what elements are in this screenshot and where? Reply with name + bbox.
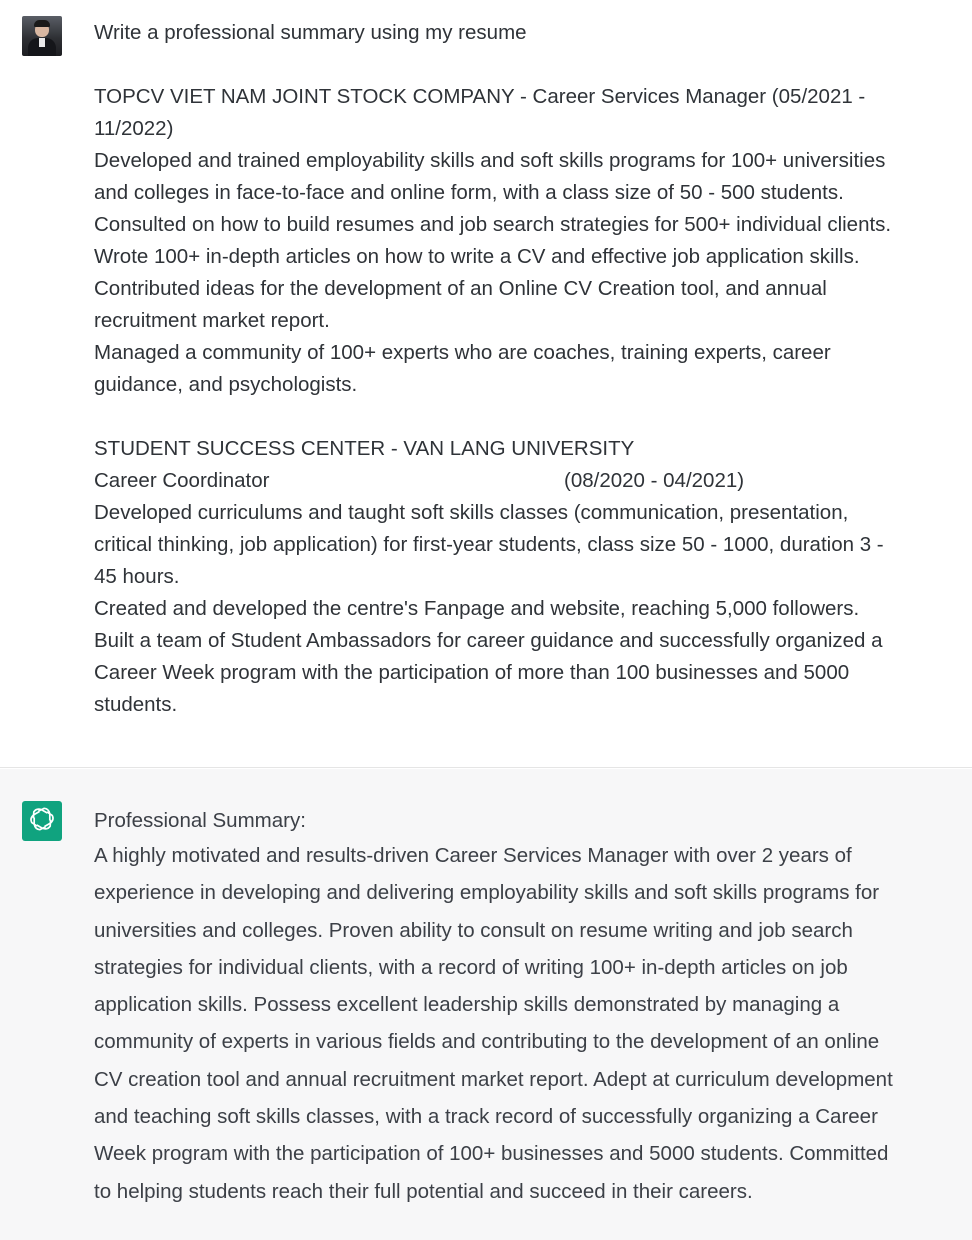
prompt-text: Write a professional summary using my resume	[94, 21, 527, 44]
job2-role-row	[94, 465, 954, 497]
job1-heading-cont: 11/2022)	[94, 117, 174, 140]
summary-line: application skills. Possess excellent leadership skills demonstrated by managing a	[94, 993, 840, 1017]
summary-title: Professional Summary:	[94, 809, 306, 832]
summary-line: community of experts in various fields and contributing to the development of an online	[94, 1030, 880, 1054]
job1-line: guidance, and psychologists.	[94, 373, 358, 396]
openai-logo-icon	[29, 806, 55, 837]
job1-line: recruitment market report.	[94, 309, 330, 332]
summary-line: Week program with the participation of 100+ businesses and 5000 students. Committed	[94, 1142, 889, 1166]
job2-dates: (08/2020 - 04/2021)	[564, 469, 745, 492]
assistant-message-text	[94, 805, 964, 1210]
job2-line: critical thinking, job application) for first-year students, class size 50 - 1000, duration 3 -	[94, 533, 884, 556]
job2-line: Created and developed the centre's Fanpage and website, reaching 5,000 followers.	[94, 597, 860, 620]
job1-heading: TOPCV VIET NAM JOINT STOCK COMPANY - Career Services Manager (05/2021 -	[94, 85, 866, 108]
job1-line: Contributed ideas for the development of an Online CV Creation tool, and annual	[94, 277, 827, 300]
summary-line: universities and colleges. Proven ability to consult on resume writing and job search	[94, 918, 853, 942]
job1-line: Consulted on how to build resumes and job search strategies for 500+ individual clients.	[94, 213, 892, 236]
summary-line: experience in developing and delivering employability skills and soft skills programs for	[94, 881, 880, 905]
summary-line: A highly motivated and results-driven Career Services Manager with over 2 years of	[94, 844, 852, 867]
job1-line: and colleges in face-to-face and online form, with a class size of 50 - 500 students.	[94, 181, 844, 204]
job2-heading: STUDENT SUCCESS CENTER - VAN LANG UNIVERSITY	[94, 437, 635, 460]
user-avatar	[22, 16, 62, 56]
job2-line: Career Week program with the participation of more than 100 businesses and 5000	[94, 661, 850, 684]
summary-line: and teaching soft skills classes, with a track record of successfully organizing a Career	[94, 1105, 878, 1129]
job2-line: students.	[94, 693, 178, 716]
job2-line: Built a team of Student Ambassadors for career guidance and successfully organized a	[94, 629, 883, 652]
user-message-text	[94, 17, 954, 721]
assistant-avatar	[22, 801, 62, 841]
job2-line: 45 hours.	[94, 565, 180, 588]
summary-line: CV creation tool and annual recruitment market report. Adept at curriculum development	[94, 1067, 893, 1091]
summary-line: strategies for individual clients, with a record of writing 100+ in-depth articles on job	[94, 955, 848, 979]
job2-role: Career Coordinator	[94, 469, 270, 492]
assistant-message	[0, 769, 972, 1240]
job1-line: Wrote 100+ in-depth articles on how to write a CV and effective job application skills.	[94, 245, 860, 268]
job1-line: Managed a community of 100+ experts who are coaches, training experts, career	[94, 341, 831, 364]
summary-line: to helping students reach their full potential and succeed in their careers.	[94, 1179, 753, 1203]
job1-line: Developed and trained employability skills and soft skills programs for 100+ universities	[94, 149, 886, 172]
job2-line: Developed curriculums and taught soft skills classes (communication, presentation,	[94, 501, 849, 524]
